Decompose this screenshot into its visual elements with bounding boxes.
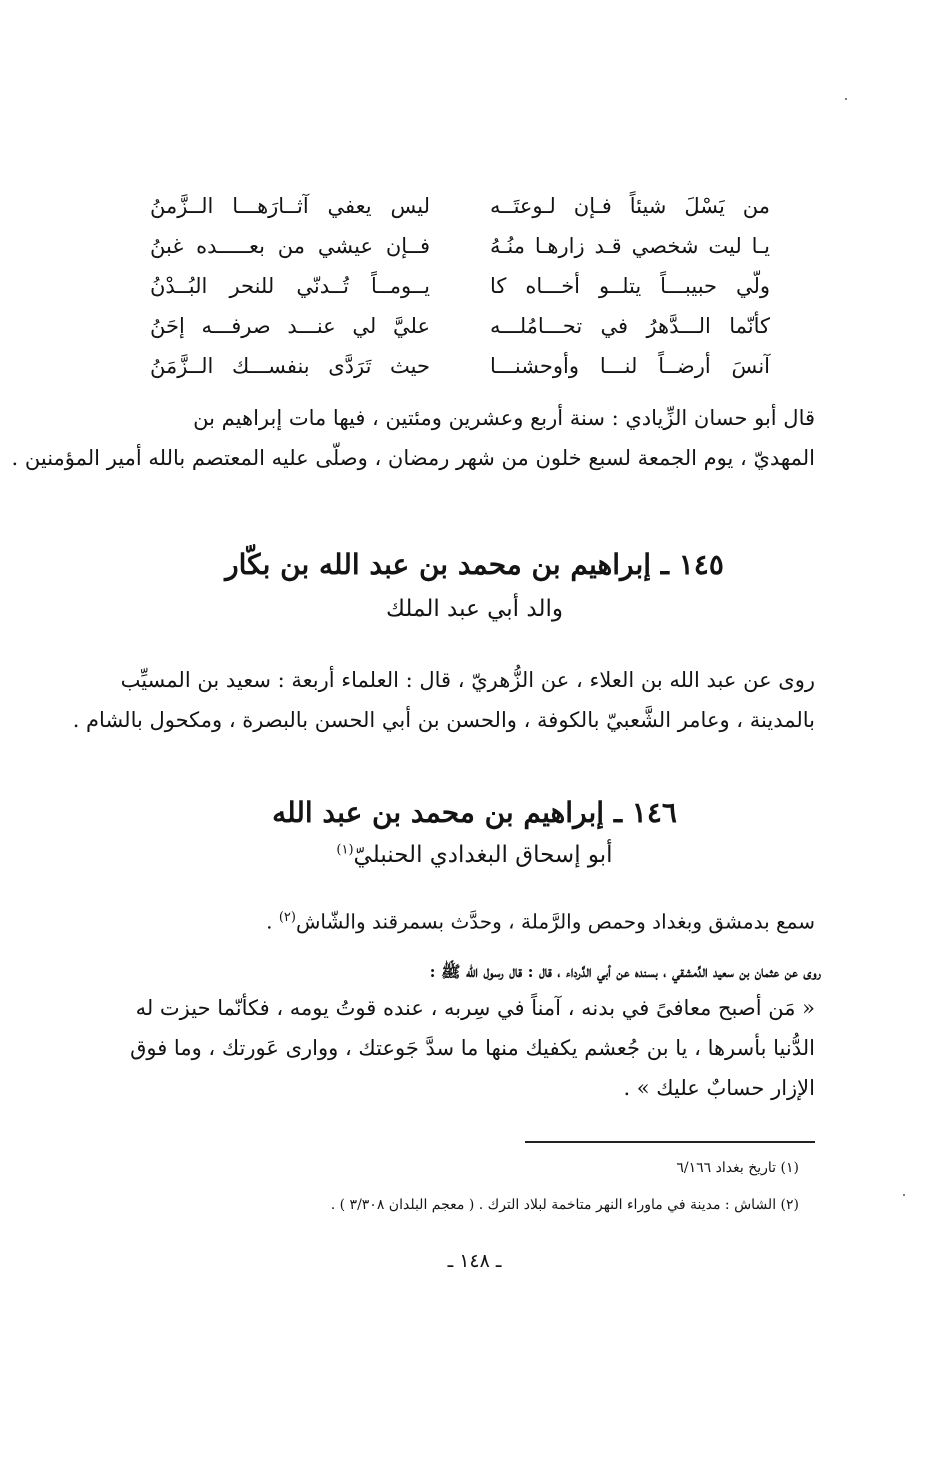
- verse: [150, 226, 770, 266]
- verse: [150, 266, 770, 306]
- isnad-line: روى عن عثمان بن سعيد الدِّمشقي ، بسنده عن أبي الدَّرداء ، قال : قال رسول الله ﷺ :: [429, 962, 821, 981]
- entry-146-title: ١٤٦ ـ إبراهيم بن محمد بن عبد الله: [272, 796, 677, 829]
- hadith-line: الإزار حسابٌ عليك » .: [623, 1076, 815, 1100]
- verse-first-hemistich: كأنّما الـــدَّهرُ في تحـــامُلـــه: [490, 314, 770, 338]
- footnote-1: (١) تاريخ بغداد ٦/١٦٦: [676, 1160, 799, 1176]
- entry-146-heard-text: سمع بدمشق وبغداد وحمص والرَّملة ، وحدَّث بسمرقند والشّاش: [295, 909, 815, 934]
- verse-first-hemistich: آنسَ أرضــاً لنـــا وأوحشنـــا: [490, 354, 770, 378]
- entry-145-title: ١٤٥ ـ إبراهيم بن محمد بن عبد الله بن بكّار: [225, 548, 724, 581]
- paragraph-line: روى عن عبد الله بن العلاء ، عن الزُّهريّ ، قال : العلماء أربعة : سعيد بن المسيِّب: [120, 668, 815, 692]
- entry-145-subtitle: والد أبي عبد الملك: [386, 596, 563, 622]
- verse-second-hemistich: يــومــاً تُــدنّي للنحر البُــدْنُ: [150, 274, 430, 298]
- paragraph-line: بالمدينة ، وعامر الشَّعبيّ بالكوفة ، والحسن بن أبي الحسن بالبصرة ، ومكحول بالشام .: [72, 708, 815, 732]
- verse-second-hemistich: ليس يعفي آثــارَهـــا الــزَّمنُ: [150, 194, 430, 218]
- verse-second-hemistich: فــإن عيشي من بعـــــده غبنُ: [150, 234, 430, 258]
- entry-146-heard-end: .: [266, 909, 279, 934]
- scan-speck: [845, 98, 847, 100]
- hadith-line: الدُّنيا بأسرها ، يا بن جُعشم يكفيك منها ما سدَّ جَوعتك ، ووارى عَورتك ، وما فوق: [130, 1036, 815, 1060]
- paragraph-line: قال أبو حسان الزِّيادي : سنة أربع وعشرين ومئتين ، فيها مات إبراهيم بن: [193, 406, 815, 430]
- verse-first-hemistich: ولّي حبيبـــاً يتلــو أخـــاه كا: [490, 274, 770, 298]
- footnote-separator: [525, 1141, 815, 1143]
- scan-speck: [903, 1194, 905, 1196]
- verse: [150, 186, 770, 226]
- death-note-paragraph: [11, 398, 815, 478]
- verse: [150, 346, 770, 386]
- footnote-marker: (١): [336, 842, 354, 858]
- hadith-text: [130, 988, 815, 1108]
- entry-145-text: [72, 660, 815, 740]
- page-number: ـ ١٤٨ ـ: [447, 1250, 502, 1272]
- verse-first-hemistich: يـا ليت شخصي قـد زارهـا منُـهُ: [490, 234, 770, 258]
- verse-first-hemistich: من يَسْلَ شيئاً فـإن لـوعتَــه: [490, 194, 770, 218]
- verse-second-hemistich: عليَّ لي عنـــد صرفـــه إحَنُ: [150, 314, 430, 338]
- paragraph-line: المهديّ ، يوم الجمعة لسبع خلون من شهر رمضان ، وصلّى عليه المعتصم بالله أمير المؤمنين .: [11, 446, 815, 470]
- entry-146-heard-line: [130, 898, 815, 942]
- footnote-2: (٢) الشاش : مدينة في ماوراء النهر متاخمة لبلاد الترك . ( معجم البلدان ٣/٣٠٨ ) .: [330, 1197, 799, 1213]
- hadith-line: « مَن أصبح معافىً في بدنه ، آمناً في سِربه ، عنده قوتُ يومه ، فكأنّما حيزت له: [135, 996, 815, 1020]
- footnote-marker: (٢): [278, 910, 296, 925]
- poem: [150, 186, 770, 386]
- entry-146-subtitle-text: أبو إسحاق البغدادي الحنبليّ: [353, 842, 613, 868]
- entry-146-subtitle: [0, 842, 949, 868]
- verse: [150, 306, 770, 346]
- verse-second-hemistich: حيث تَرَدَّى بنفســـك الــزَّمَنُ: [150, 354, 430, 378]
